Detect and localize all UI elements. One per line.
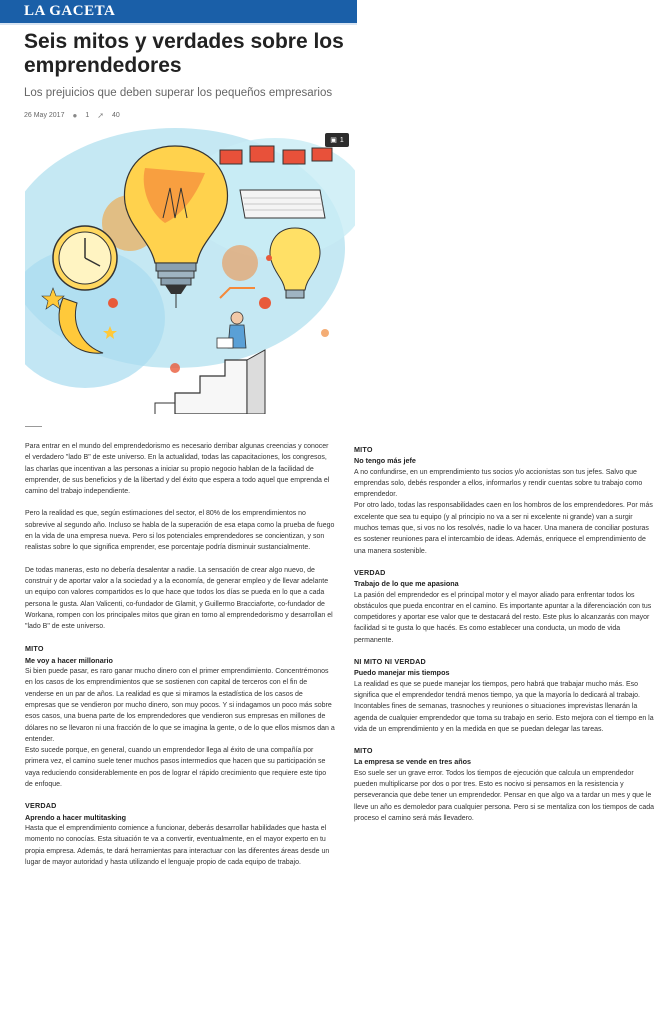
article-title: Seis mitos y verdades sobre los emprendedores [24,30,344,77]
share-count[interactable]: 40 [111,112,120,119]
article-meta [24,111,120,120]
comment-count[interactable]: 1 [85,112,90,119]
photo-gallery-badge[interactable] [325,133,349,147]
section-mito-jefe [354,444,654,557]
section-kicker: NI MITO NI VERDAD [354,657,426,667]
section-kicker: MITO [354,746,373,756]
paragraph: Por otro lado, todas las responsabilidades caen en los hombros de los emprendedores. Por más excelente que sea tu equipo (y al principio no va a ser ni excelente ni grande) van a surgir muchos temas que, si vos no los resolvés, nadie lo va hacer. Una manera de conciliar posturas es sostener reuniones para el intercambio de ideas. Además, enriquece el emprendimiento de una manera sostenible. [354,502,653,555]
paragraph: Si bien puede pasar, es raro ganar mucho dinero con el primer emprendimiento. Concentrémonos en los casos de los emprendimientos que se sostienen con capital de terceros con el fin de venderse en un par de años. La realidad es que si miramos la estadística de los casos de empresas que se vendieron por mucho dinero, son muy pocos. Y si indagamos un poco más sobre esos casos, una buena parte de los emprendedores que vendieron sus empresas en millones de dólares no se llevaron ni una fracción de lo que se imagina la gente, o de lo que ellos mismos dan a entender. [25,668,335,743]
site-logo[interactable]: LA GACETA [24,3,116,19]
section-kicker: VERDAD [25,801,57,811]
section-heading: La empresa se vende en tres años [354,757,472,767]
section-heading: No tengo más jefe [354,456,416,466]
content-separator [25,426,42,427]
section-verdad-pasion [354,567,654,646]
section-heading: Aprendo a hacer multitasking [25,812,127,822]
paragraph: Para entrar en el mundo del emprendedorismo es necesario derribar algunas creencias y conocer el verdadero "lado B" de este universo. En la actualidad, todas las capacitaciones, los congresos, las charlas que incentivan a las personas a iniciar su propio negocio hablan de la facilidad de emprender, de sus beneficios y de la libertad y del éxito que espera a todo aquel que emprenda el camino del trabajo independiente. [25,443,330,496]
section-heading: Me voy a hacer millonario [25,655,113,665]
site-header [0,0,357,25]
article-body-left [25,441,335,878]
share-icon[interactable]: ➚ [97,111,104,120]
paragraph: La pasión del emprendedor es el principal motor y el mayor aliado para enfrentar todos los obstáculos que pueda encontrar en el camino. Es importante apuntar a la diferenciación con tus competidores y aportar ese valor que te destacará del resto. Este plus lo alcanzarás con mayor facilidad si te gusta lo que hacés. Es como establecer una conducta, un modo de vida permanente. [354,591,652,644]
article-subtitle: Los prejuicios que deben superar los pequeños empresarios [24,87,333,99]
article-body-right [354,444,654,834]
paragraph: De todas maneras, esto no debería desalentar a nadie. La sensación de crear algo nuevo, de construir y de aportar valor a la sociedad y a la economía, de generar empleo y de llevar adelante un equipo con valores compartidos es lo que hace que todos los días se pueda en lo que a cada persona le gusta. Alan Valicenti, co-fundador de Glamit, y Guillermo Bracciaforte, co-fundador de Workana, rompen con los principales mitos que giran en torno al emprendedorismo y desarrollan el "lado B" de este universo. [25,566,333,631]
photo-count: 1 [339,136,344,144]
section-kicker: MITO [25,644,44,654]
hero-illustration[interactable] [25,128,355,414]
section-heading: Puedo manejar mis tiempos [354,668,450,678]
section-mito-venta [354,745,654,824]
section-mito-millonario [25,643,335,790]
section-ni-mito-ni-verdad [354,656,654,735]
paragraph: Esto sucede porque, en general, cuando un emprendedor llega al éxito de una compañía por primera vez, el camino suele tener muchos pasos intermedios que hacen que su participación se vaya reduciendo considerablemente en pos de lograr el rápido crecimiento que requiere este tipo de enfoque. [25,747,327,789]
section-kicker: VERDAD [354,567,386,577]
publish-date: 26 May 2017 [24,112,65,119]
paragraph: La realidad es que se puede manejar los tiempos, pero habrá que trabajar mucho más. Eso significa que el emprendedor tendrá menos tiempo, ya que la mayoría lo dedicará al trabajo. Incontables fines de semanas, trasnoches y reuniones o situaciones imprevistas llenarán la agenda de cualquier emprendedor que toma su trabajo en serio. Esto mejora con el tiempo en la vida de un emprendimiento y en la medida en que se puedan delegar las tareas. [354,680,654,733]
comment-icon[interactable]: ● [72,111,78,120]
camera-icon: ▣ [330,137,337,144]
section-kicker: MITO [354,445,373,454]
paragraph: Hasta que el emprendimiento comience a funcionar, deberás desarrollar habilidades que hasta el momento no conocías. Esta situación te va a convertir, eventualmente, en el mayor experto en tu propia empresa. Además, te dará herramientas para interactuar con las diferentes áreas desde un lugar de mayor autoridad y hasta utilizando el lenguaje propio de cada equipo de trabajo. [25,824,330,866]
header-divider [0,23,357,25]
paragraph: A no confundirse, en un emprendimiento tus socios y/o accionistas son tus jefes. Salvo que emprendas solo, debés responder a ellos, informarlos y rendir cuentas sobre tu trabajo como emprendedor. [354,468,643,499]
section-heading: Trabajo de lo que me apasiona [354,579,459,589]
paragraph: Eso suele ser un grave error. Todos los tiempos de ejecución que calcula un emprendedor pueden multiplicarse por dos o por tres. Esto es nocivo si pensamos en la resistencia y perseverancia que debe tener un emprendedor. Pensar en que algo va a tardar un mes y que le lleve un año es demoledor para cualquier persona. Pero si se mentaliza con los tiempos de cada proceso el camino será más llevadero. [354,769,655,822]
paragraph: Pero la realidad es que, según estimaciones del sector, el 80% de los emprendimientos no sobrevive al segundo año. Incluso se habla de la superación de esa etapa como la prueba de fuego en la vida de una empresa nueva. Pero si los potenciales emprendedores se concientizan, y son realistas sobre lo que significa emprender, ese porcentaje podría disminuir sustancialmente. [25,510,335,552]
section-verdad-multitasking [25,800,335,868]
illustration-drawing [25,128,355,414]
